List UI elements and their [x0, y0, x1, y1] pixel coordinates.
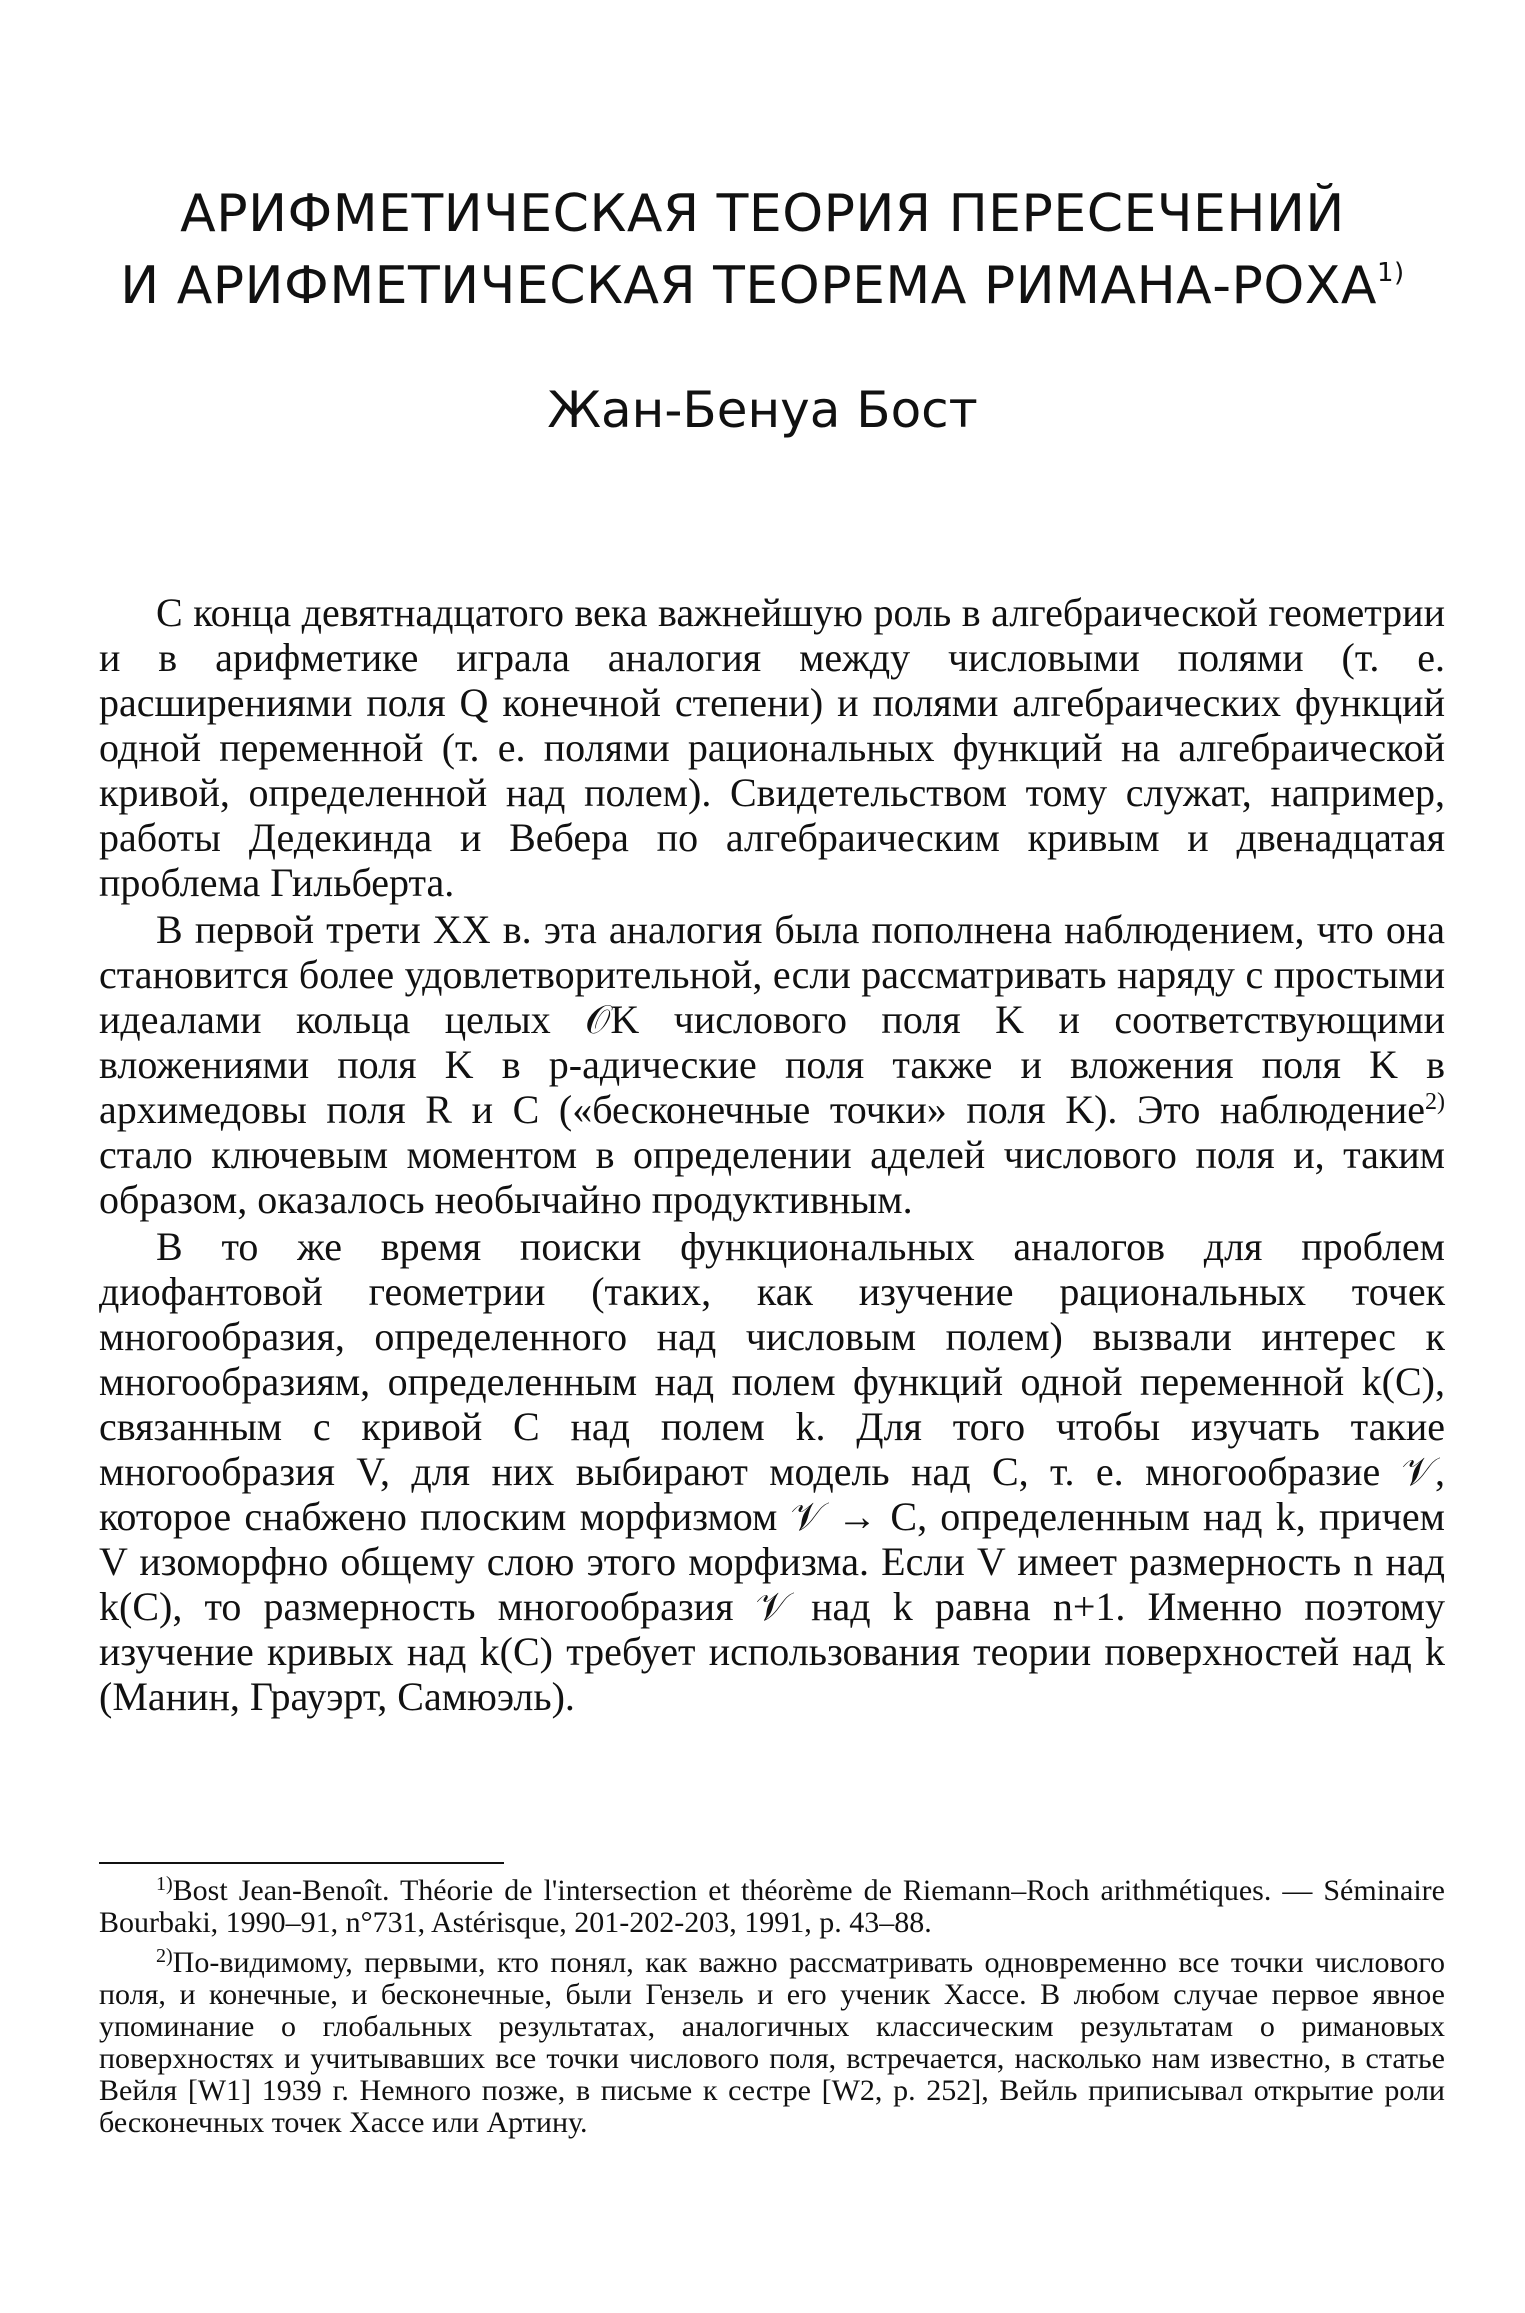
paragraph-1: С конца девятнадцатого века важнейшую роль в алгебраической геометрии и в арифметике играла аналогия между числовыми полями (т. е. расширениями поля Q конечной степени) и полями алгебраических функций одной переменной (т. е. полями рациональных функций на алгебраической кривой, определенной над полем). Свидетельством тому служат, например, работы Дедекинда и Вебера по алгебраическим кривым и двенадцатая проблема Гильберта.: [99, 590, 1445, 905]
paragraph-2: [99, 907, 1445, 1222]
paragraph-2-text-a: В первой трети XX в. эта аналогия была пополнена наблюдением, что она становится более удовлетворительной, если рассматривать наряду с простыми идеалами кольца целых 𝒪K числового поля K и соответствующими вложениями поля K в p-адические поля также и вложения поля K в архимедовы поля R и C («бесконечные точки» поля K). Это наблюдение: [99, 907, 1445, 1132]
footnote-separator: [99, 1862, 504, 1864]
title-footnote-mark: 1): [1377, 258, 1405, 288]
footnote-2-reference: 2): [1425, 1089, 1445, 1115]
footnote-2-mark: 2): [156, 1945, 173, 1967]
article-title: [120, 178, 1405, 322]
footnote-1-mark: 1): [156, 1873, 173, 1895]
footnote-2-text: По-видимому, первыми, кто понял, как важно рассматривать одновременно все точки числового поля, и конечные, и бесконечные, были Гензель и его ученик Хассе. В любом случае первое явное упоминание о глобальных результатах, аналогичных классическим результатам о римановых поверхностях и учитывавших все точки числового поля, встречается, насколько нам известно, в статье Вейля [W1] 1939 г. Немного позже, в письме к сестре [W2, p. 252], Вейль приписывал открытие роли бесконечных точек Хассе или Артину.: [99, 1946, 1445, 2139]
paragraph-2-text-b: стало ключевым моментом в определении аделей числового поля и, таким образом, оказалось необычайно продуктивным.: [99, 1132, 1445, 1222]
footnote-1: [99, 1875, 1445, 1939]
footnote-1-text: Bost Jean-Benoît. Théorie de l'intersection et théorème de Riemann–Roch arithmétiques. — Séminaire Bourbaki, 1990–91, n°731, Astérisque, 201-202-203, 1991, p. 43–88.: [99, 1874, 1445, 1939]
paragraph-3: В то же время поиски функциональных аналогов для проблем диофантовой геометрии (таких, как изучение рациональных точек многообразия, определенного над числовым полем) вызвали интерес к многообразиям, определенным над полем функций одной переменной k(C), связанным с кривой C над полем k. Для того чтобы изучать такие многообразия V, для них выбирают модель над C, т. е. многообразие 𝒱, которое снабжено плоским морфизмом 𝒱 → C, определенным над k, причем V изоморфно общему слою этого морфизма. Если V имеет размерность n над k(C), то размерность многообразия 𝒱 над k равна n+1. Именно поэтому изучение кривых над k(C) требует использования теории поверхностей над k (Манин, Грауэрт, Самюэль).: [99, 1224, 1445, 1719]
title-line-2: И АРИФМЕТИЧЕСКАЯ ТЕОРЕМА РИМАНА-РОХА: [120, 256, 1378, 316]
footnotes: [99, 1875, 1445, 2139]
main-text: [99, 590, 1445, 1719]
footnote-2: [99, 1947, 1445, 2139]
title-line-1: АРИФМЕТИЧЕСКАЯ ТЕОРИЯ ПЕРЕСЕЧЕНИЙ: [180, 184, 1345, 244]
author-name: Жан-Бенуа Бост: [547, 381, 978, 439]
